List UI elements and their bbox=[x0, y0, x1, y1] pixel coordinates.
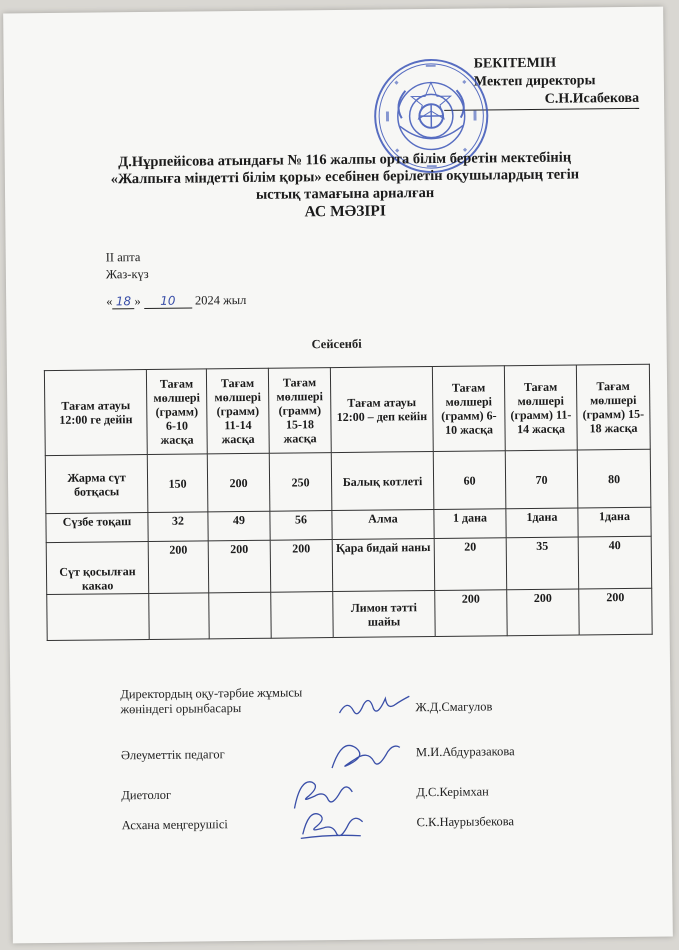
date-day: 18 bbox=[112, 294, 134, 309]
date-line bbox=[106, 293, 246, 309]
signature-name: М.И.Абдуразакова bbox=[415, 744, 515, 760]
table-cell bbox=[271, 592, 333, 639]
table-cell bbox=[149, 593, 209, 640]
table-cell: 32 bbox=[148, 512, 208, 542]
table-cell: 200 bbox=[208, 540, 271, 593]
table-cell: 1 дана bbox=[434, 509, 506, 539]
header-cell: Тағам мөлшері (грамм) 11-14 жасқа bbox=[206, 368, 269, 454]
approval-heading: БЕКІТЕМІН bbox=[473, 55, 557, 72]
table-row bbox=[45, 449, 651, 513]
signature-name: С.К.Наурызбекова bbox=[416, 814, 515, 830]
table-cell: 1дана bbox=[506, 508, 578, 538]
document-title bbox=[65, 149, 626, 223]
table-cell: 20 bbox=[434, 538, 507, 591]
day-of-week: Сейсенбі bbox=[311, 336, 362, 352]
signature-row bbox=[120, 682, 640, 717]
table-cell: Сүт қосылған какао bbox=[46, 541, 149, 594]
table-cell: 250 bbox=[269, 453, 332, 512]
signature-row bbox=[121, 783, 641, 803]
table-cell: 200 bbox=[270, 540, 333, 593]
document-page bbox=[3, 7, 673, 944]
table-cell: 35 bbox=[506, 537, 579, 590]
date-month: 10 bbox=[144, 294, 192, 310]
table-cell: Сүзбе тоқаш bbox=[46, 512, 148, 542]
table-cell: Алма bbox=[332, 509, 434, 539]
table-cell bbox=[47, 593, 149, 640]
signature-role: Диетолог bbox=[121, 787, 172, 803]
approval-position: Мектеп директоры bbox=[473, 73, 596, 90]
date-open-quote: « bbox=[106, 294, 113, 309]
signature-scribble-icon bbox=[296, 804, 376, 845]
signature-role: Асхана меңгерушісі bbox=[121, 817, 228, 833]
header-cell: Тағам мөлшері (грамм) 15-18 жасқа bbox=[268, 368, 331, 454]
signature-scribble-icon bbox=[326, 733, 406, 774]
header-cell: Тағам мөлшері (грамм) 11-14 жасқа bbox=[504, 365, 577, 451]
table-row bbox=[47, 588, 652, 640]
title-line-4: АС МӘЗІРІ bbox=[304, 202, 386, 221]
signature-name: Д.С.Керімхан bbox=[416, 784, 489, 800]
table-cell: 40 bbox=[578, 536, 652, 589]
table-cell: 200 bbox=[435, 590, 507, 637]
date-close-quote: » bbox=[134, 294, 141, 309]
header-cell: Тағам мөлшері (грамм) 6-10 жасқа bbox=[432, 366, 505, 452]
header-cell: Тағам мөлшері (грамм) 15-18 жасқа bbox=[576, 364, 650, 450]
table-cell: 1дана bbox=[578, 507, 651, 537]
table-cell: 150 bbox=[147, 454, 208, 513]
table-cell: 200 bbox=[507, 589, 579, 636]
approval-name: С.Н.Исабекова bbox=[444, 91, 639, 111]
season-label: Жаз-күз bbox=[105, 266, 149, 282]
signature-scribble-icon bbox=[335, 694, 415, 723]
week-label: II апта bbox=[105, 250, 141, 265]
signatures-block bbox=[120, 682, 640, 833]
header-cell: Тағам мөлшері (грамм) 6-10 жасқа bbox=[146, 369, 207, 455]
table-header-row bbox=[44, 364, 650, 455]
signature-role: Директордың оқу-тәрбие жұмысы жөніндегі орынбасары bbox=[120, 685, 303, 717]
table-cell: Лимон тәтті шайы bbox=[333, 590, 435, 637]
table-cell: Қара бидай наны bbox=[332, 538, 435, 591]
title-line-3: ыстық тамағына арналған bbox=[255, 184, 435, 203]
signature-row bbox=[121, 813, 642, 833]
signature-name: Ж.Д.Смагулов bbox=[415, 699, 493, 715]
signature-row bbox=[120, 743, 641, 763]
menu-table bbox=[44, 364, 653, 641]
date-year: 2024 жыл bbox=[194, 292, 247, 308]
table-cell: Балық котлеті bbox=[331, 452, 434, 511]
header-cell: Тағам атауы 12:00 – деп кейін bbox=[330, 367, 433, 453]
signature-role: Әлеуметтік педагог bbox=[120, 747, 225, 763]
table-cell: 200 bbox=[579, 588, 652, 635]
table-cell: Жарма сүт ботқасы bbox=[45, 454, 148, 513]
table-cell: 200 bbox=[207, 453, 270, 512]
table-cell: 200 bbox=[148, 541, 209, 594]
title-line-2: «Жалпыға міндетті білім қоры» есебінен берілетін оқушылардың тегін bbox=[110, 166, 580, 188]
table-cell bbox=[209, 592, 271, 639]
table-cell: 80 bbox=[577, 449, 651, 508]
table-cell: 60 bbox=[433, 451, 506, 510]
table-cell: 70 bbox=[505, 450, 578, 509]
header-cell: Тағам атауы 12:00 ге дейін bbox=[44, 370, 147, 456]
table-cell: 49 bbox=[208, 511, 270, 541]
table-row bbox=[46, 536, 652, 594]
title-line-1: Д.Нұрпейісова атындағы № 116 жалпы орта білім беретін мектебінің bbox=[118, 149, 572, 171]
table-cell: 56 bbox=[270, 511, 332, 541]
